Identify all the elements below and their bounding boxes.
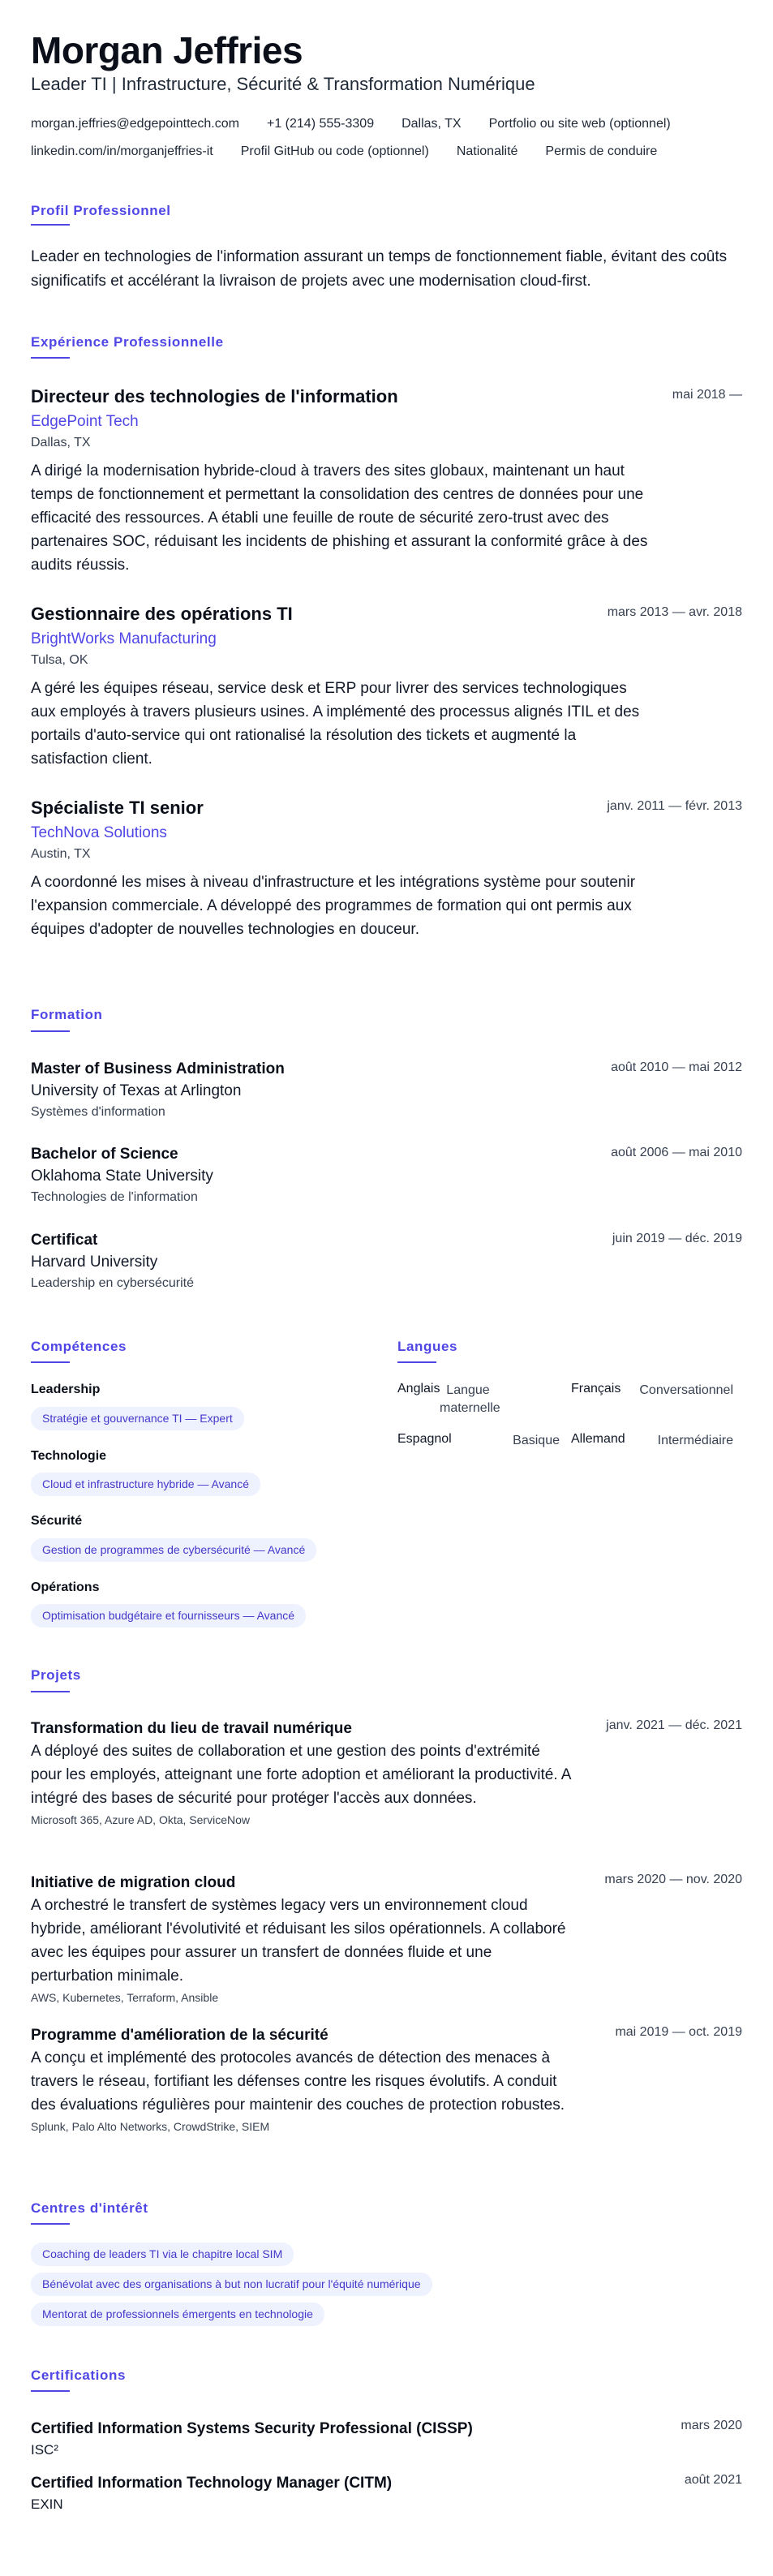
certification-item (31, 2473, 742, 2515)
section-rule (31, 1361, 70, 1363)
language-name: Anglais (397, 1382, 440, 1396)
section-title-projects: Projets (31, 1667, 81, 1683)
skill-category: Sécurité (31, 1514, 83, 1528)
section-title-languages: Langues (397, 1339, 458, 1354)
project-description: A orchestré le transfert de systèmes legacy vers un environnement cloud hybride, améliorant l'évolutivité et réduisant les silos opérationnels. A collaboré avec les équipes pour assurer un transfert de données fluide et une perturbation minimale. (31, 1897, 566, 1985)
education-field: Leadership en cybersécurité (31, 1276, 195, 1290)
job-description: A dirigé la modernisation hybride-cloud à travers des sites globaux, maintenant un haut temps de fonctionnement et permettant la consolidation des centres de données pour une efficacité des ressources. A établi une feuille de route de sécurité zero-trust avec des partenaires SOC, réduisant les incidents de phishing et assurant la conformité grâce à des audits réussis. (31, 462, 648, 574)
section-rule (31, 2390, 70, 2392)
contact-row-2 (31, 143, 685, 161)
project-dates: janv. 2021 — déc. 2021 (606, 1718, 742, 1732)
project-item (31, 1873, 742, 2006)
job-dates: mars 2013 — avr. 2018 (607, 605, 742, 619)
section-rule (397, 1361, 436, 1363)
skill-pill: Stratégie et gouvernance TI — Expert (31, 1407, 244, 1430)
interest-pill: Bénévolat avec des organisations à but non lucratif pour l'équité numérique (31, 2273, 432, 2296)
certification-issuer: ISC² (31, 2442, 58, 2458)
job-title: Spécialiste TI senior (31, 798, 204, 818)
education-school: Harvard University (31, 1254, 158, 1271)
section-title-education: Formation (31, 1007, 103, 1022)
job-dates: mai 2018 — (672, 388, 742, 402)
contact-nationality: Nationalité (456, 144, 518, 158)
project-title: Programme d'amélioration de la sécurité (31, 2027, 329, 2044)
section-title-interests: Centres d'intérêt (31, 2200, 148, 2216)
education-dates: août 2006 — mai 2010 (611, 1146, 742, 1159)
education-degree: Certificat (31, 1232, 98, 1249)
language-level: Intermédiaire (657, 1434, 733, 1447)
certification-issuer: EXIN (31, 2496, 63, 2512)
project-title: Initiative de migration cloud (31, 1874, 236, 1891)
profile-summary: Leader en technologies de l'information assurant un temps de fonctionnement fiable, évitant des coûts significatifs et accélérant la livraison de projets avec une modernisation cloud-first. (31, 248, 728, 290)
job-dates: janv. 2011 — févr. 2013 (607, 799, 742, 813)
section-rule (31, 1691, 70, 1692)
language-level: Conversationnel (639, 1383, 733, 1397)
language-name: Espagnol (397, 1432, 452, 1446)
project-description: A conçu et implémenté des protocoles avancés de détection des menaces à travers le réseau, fortifiant les défenses contre les risques évolutifs. A conduit des évaluations régulières pour maintenir des couches de protection robustes. (31, 2049, 565, 2114)
job-title: Directeur des technologies de l'information (31, 386, 398, 406)
contact-row-1 (31, 115, 698, 133)
contact-github[interactable]: Profil GitHub ou code (optionnel) (240, 144, 429, 158)
job-location: Tulsa, OK (31, 653, 88, 667)
certification-name: Certified Information Systems Security Professional (CISSP) (31, 2420, 473, 2437)
contact-linkedin[interactable]: linkedin.com/in/morganjeffries-it (31, 144, 213, 158)
project-title: Transformation du lieu de travail numérique (31, 1720, 352, 1737)
job-title: Gestionnaire des opérations TI (31, 604, 293, 624)
project-item (31, 1718, 742, 1828)
education-school: University of Texas at Arlington (31, 1082, 242, 1099)
experience-item (31, 385, 742, 577)
language-name: Français (571, 1382, 621, 1396)
project-tech: AWS, Kubernetes, Terraform, Ansible (31, 1991, 219, 2004)
section-title-skills: Compétences (31, 1339, 127, 1354)
section-rule (31, 1030, 70, 1032)
certification-date: mars 2020 (681, 2419, 742, 2432)
skill-pill: Optimisation budgétaire et fournisseurs — Avancé (31, 1604, 306, 1628)
project-dates: mars 2020 — nov. 2020 (604, 1873, 742, 1886)
skill-category: Opérations (31, 1580, 100, 1594)
language-name: Allemand (571, 1432, 625, 1446)
certification-name: Certified Information Technology Manager (CITM) (31, 2475, 393, 2492)
contact-email[interactable]: morgan.jeffries@edgepointtech.com (31, 117, 239, 131)
project-item (31, 2025, 742, 2135)
education-degree: Master of Business Administration (31, 1060, 285, 1077)
candidate-name: Morgan Jeffries (31, 29, 303, 71)
education-dates: août 2010 — mai 2012 (611, 1060, 742, 1074)
skill-category: Leadership (31, 1383, 101, 1396)
section-rule (31, 357, 70, 359)
contact-portfolio[interactable]: Portfolio ou site web (optionnel) (488, 117, 671, 131)
contact-license: Permis de conduire (545, 144, 658, 158)
project-tech: Microsoft 365, Azure AD, Okta, ServiceNow (31, 1813, 250, 1826)
skill-category: Technologie (31, 1449, 107, 1463)
job-description: A coordonné les mises à niveau d'infrastructure et les intégrations système pour soutenir l'expansion commerciale. A développé des programmes de formation qui ont permis aux équipes d'adopter de nouvelles technologies en douceur. (31, 874, 636, 938)
education-school: Oklahoma State University (31, 1168, 213, 1185)
certification-item (31, 2419, 742, 2461)
education-field: Technologies de l'information (31, 1190, 198, 1204)
section-rule (31, 2223, 70, 2225)
interest-pill: Coaching de leaders TI via le chapitre local SIM (31, 2243, 294, 2266)
certification-date: août 2021 (684, 2473, 742, 2487)
section-title-experience: Expérience Professionnelle (31, 334, 224, 350)
section-rule (31, 224, 70, 226)
project-description: A déployé des suites de collaboration et une gestion des points d'extrémité pour les employés, atteignant une forte adoption et améliorant la productivité. A intégré des bases de sécurité pour protéger l'accès aux données. (31, 1743, 571, 1807)
interest-pill: Mentorat de professionnels émergents en technologie (31, 2303, 324, 2326)
job-location: Dallas, TX (31, 436, 91, 449)
job-description: A géré les équipes réseau, service desk et ERP pour livrer des services technologiques aux employés à travers plusieurs usines. A implémenté des processus alignés ITIL et des portails d'auto-service qui ont rationalisé la résolution des tickets et augmenté la satisfaction client. (31, 680, 640, 768)
project-tech: Splunk, Palo Alto Networks, CrowdStrike, SIEM (31, 2120, 270, 2133)
experience-item (31, 602, 742, 771)
language-level: Langue maternelle (440, 1383, 500, 1415)
education-dates: juin 2019 — déc. 2019 (612, 1232, 742, 1245)
skill-pill: Cloud et infrastructure hybride — Avancé (31, 1473, 260, 1496)
contact-phone[interactable]: +1 (214) 555-3309 (266, 117, 375, 131)
education-item (31, 1230, 742, 1293)
education-field: Systèmes d'information (31, 1105, 165, 1119)
project-dates: mai 2019 — oct. 2019 (615, 2025, 742, 2039)
candidate-headline: Leader TI | Infrastructure, Sécurité & Transformation Numérique (31, 74, 535, 94)
language-level: Basique (513, 1434, 560, 1447)
experience-item (31, 796, 742, 941)
job-company: BrightWorks Manufacturing (31, 630, 217, 647)
contact-location: Dallas, TX (402, 117, 462, 131)
job-company: EdgePoint Tech (31, 413, 139, 430)
education-degree: Bachelor of Science (31, 1146, 178, 1163)
education-item (31, 1059, 742, 1122)
section-title-profile: Profil Professionnel (31, 203, 171, 218)
job-location: Austin, TX (31, 847, 91, 861)
section-title-certifications: Certifications (31, 2367, 127, 2383)
job-company: TechNova Solutions (31, 824, 167, 841)
skill-pill: Gestion de programmes de cybersécurité — Avancé (31, 1538, 316, 1562)
education-item (31, 1144, 742, 1207)
